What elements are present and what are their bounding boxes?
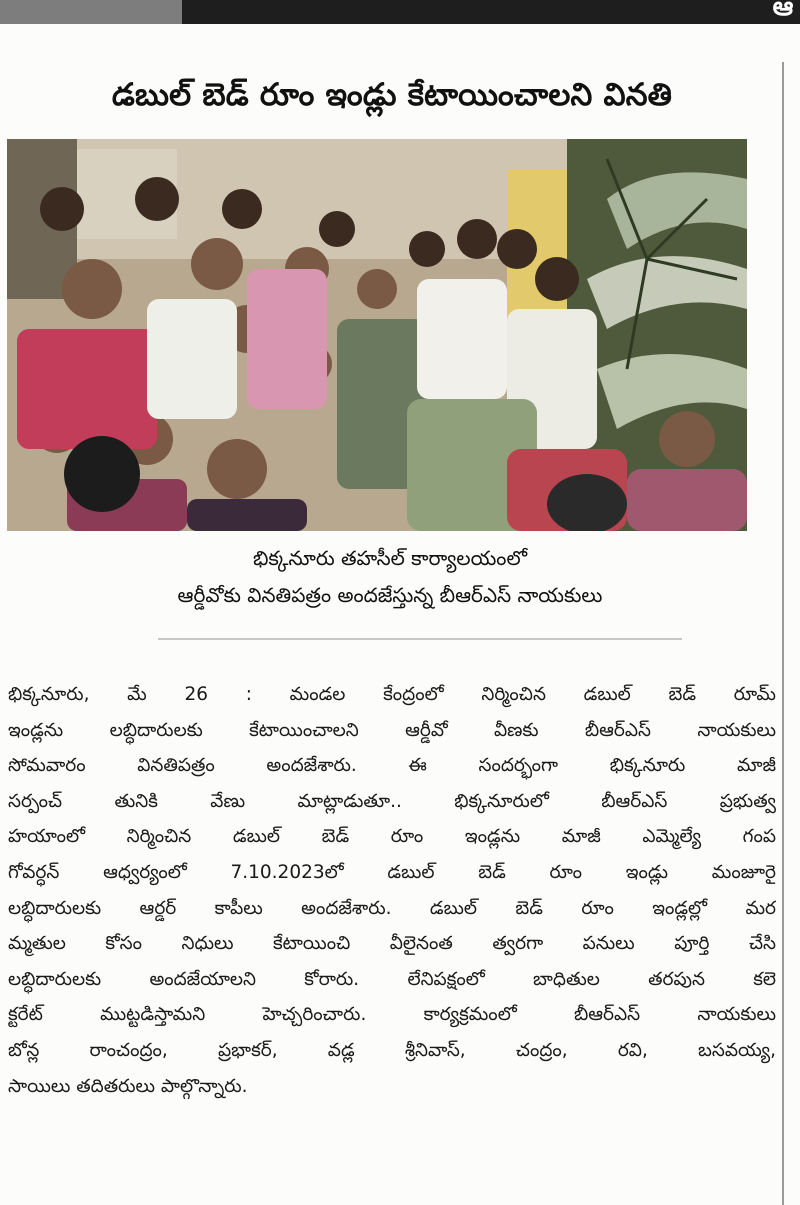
article-headline: డబుల్ బెడ్ రూం ఇండ్లు కేటాయించాలని వినతి [111,77,673,113]
body-line: గోవర్ధన్ ఆధ్వర్యంలో 7.10.2023లో డబుల్ బెడ్ రూం ఇండ్లు మంజూరై [8,861,776,883]
body-line: మ్మతుల కోసం నిధులు కేటాయించి వీలైనంత త్వరగా పనులు పూర్తి చేసి [8,933,776,955]
masthead-dark-block [182,0,800,24]
body-line: ఇండ్లను లబ్ధిదారులకు కేటాయించాలని ఆర్డీవో వీణకు బీఆర్ఎస్ నాయకులు [8,719,776,741]
body-line: హయాంలో నిర్మించిన డబుల్ బెడ్ రూం ఇండ్లను మాజీ ఎమ్మెల్యే గంప [8,826,776,848]
next-article-headline-cropped [110,1192,670,1205]
body-line: లబ్ధిదారులకు అందజేయాలని కోరారు. లేనిపక్షంలో బాధితుల తరపున కలె [8,968,776,990]
caption-line-1: భిక్కనూరు తహసీల్ కార్యాలయంలో [252,546,528,570]
body-line: క్టరేట్ ముట్టడిస్తామని హెచ్చరించారు. కార్యక్రమంలో బీఆర్ఎస్ నాయకులు [8,1004,776,1026]
column-rule [782,62,784,1205]
body-line: బోన్ల రాంచంద్రం, ప్రభాకర్, వడ్ల శ్రీనివాస్, చంద్రం, రవి, బసవయ్య, [8,1039,776,1061]
body-line: లబ్ధిదారులకు ఆర్డర్ కాపీలు అందజేశారు. డబుల్ బెడ్ రూం ఇండ్లల్లో మర [8,897,776,919]
body-line: భిక్కనూరు, మే 26 : మండల కేంద్రంలో నిర్మించిన డబుల్ బెడ్ రూమ్ [8,684,776,705]
body-line: సాయిలు తదితరులు పాల్గొన్నారు. [8,1075,248,1097]
masthead-gray-block [0,0,182,24]
body-line: సోమవారం వినతిపత్రం అందజేశారు. ఈ సందర్భంగా భిక్కనూరు మాజీ [8,755,776,777]
body-line: సర్పంచ్ తునికి వేణు మాట్లాడుతూ.. భిక్కనూరులో బీఆర్ఎస్ ప్రభుత్వ [8,790,776,812]
group-photo-illustration [7,139,747,531]
caption-divider [158,638,682,640]
caption-line-2: ఆర్డీవోకు వినతిపత్రం అందజేస్తున్న బీఆర్ఎస్ నాయకులు [177,583,603,607]
group-photo [7,139,747,531]
article-body [8,677,776,1104]
masthead-letter: ఆ [772,0,794,22]
photo-caption [20,540,760,614]
